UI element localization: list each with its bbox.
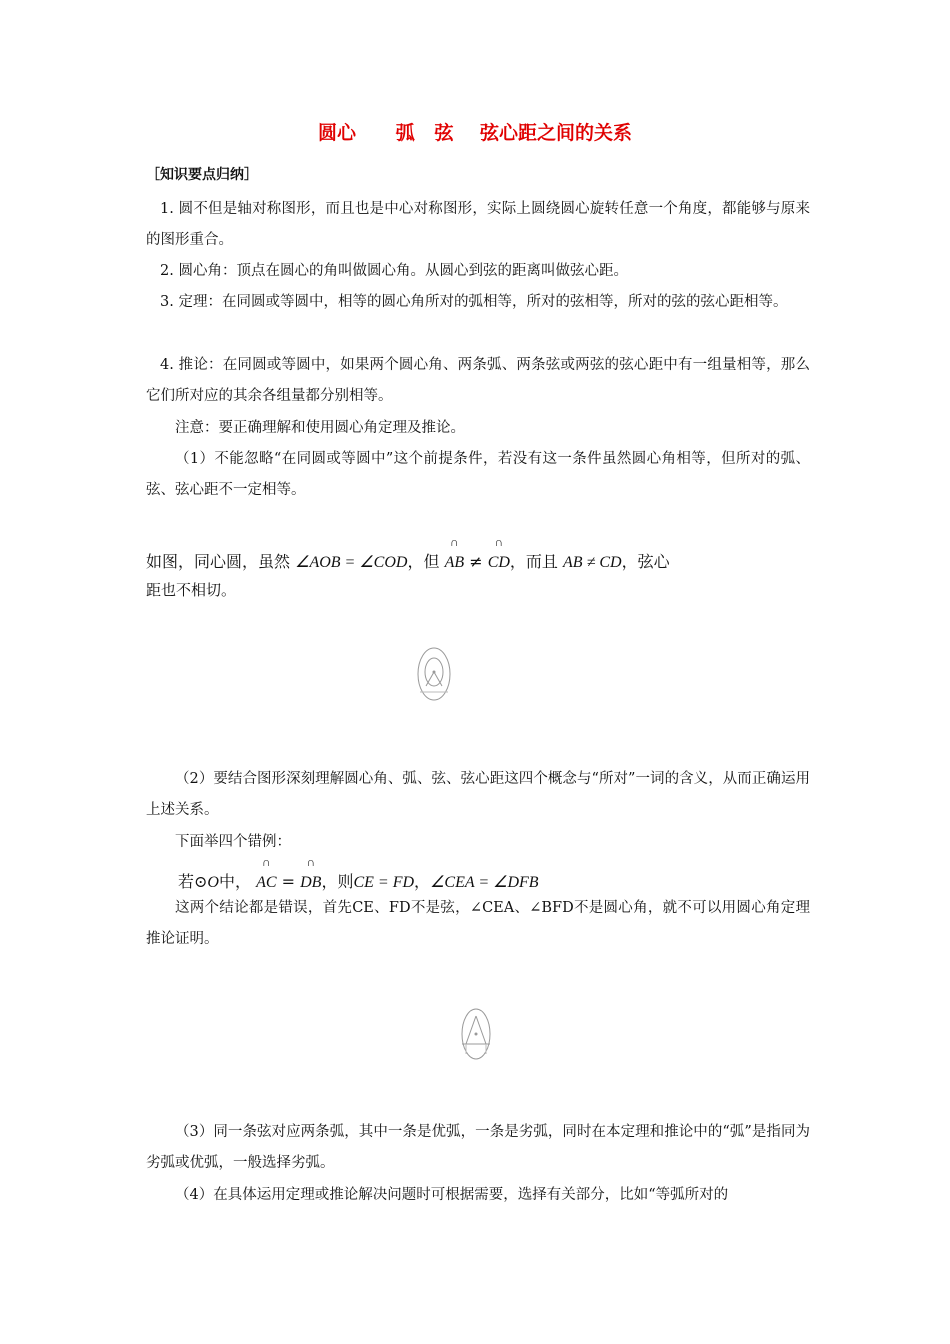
example-2-comma: ， xyxy=(414,872,431,891)
example-1 xyxy=(146,548,810,577)
example-2-then: ，则 xyxy=(321,872,354,891)
section-heading: ［知识要点归纳］ xyxy=(146,167,258,183)
point-3: 3. 定理：在同圆或等圆中，相等的圆心角所对的弧相等，所对的弦相等，所对的弦的弦心距相等。 xyxy=(160,294,788,310)
example-1-and: ，而且 xyxy=(509,552,564,571)
point-4: 4. 推论：在同圆或等圆中，如果两个圆心角、两条弧、两条弦或两弦的弦心距中有一组量相等，那么它们所对应的其余各组量都分别相等。 xyxy=(146,357,810,404)
arc-db: ∩ DB xyxy=(300,869,321,897)
point-1: 1. 圆不但是轴对称图形，而且也是中心对称图形，实际上圆绕圆心旋转任意一个角度，都能够与原来的图形重合。 xyxy=(146,201,810,248)
arc-ab: ∩ AB xyxy=(445,549,465,577)
example-2-mid: 中， xyxy=(218,872,251,891)
note-1: （1）不能忽略“在同圆或等圆中”这个前提条件，若没有这一条件虽然圆心角相等，但所对的弧、弦、弦心距不一定相等。 xyxy=(146,451,810,498)
four-errors-intro: 下面举四个错例： xyxy=(175,834,291,850)
example-1-line2: 距也不相切。 xyxy=(146,581,237,599)
example-2-prefix: 若⊙ xyxy=(178,872,208,891)
neq-sign: ≠ xyxy=(464,552,488,571)
note-intro: 注意：要正确理解和使用圆心角定理及推论。 xyxy=(175,420,465,436)
page-title: 圆心 弧 弦 弦心距之间的关系 xyxy=(318,122,632,144)
relation-1: CE = FD xyxy=(353,874,415,891)
note-3: （3）同一条弦对应两条弧，其中一条是优弧，一条是劣弧，同时在本定理和推论中的“弧”是指同为劣弧或优弧，一般选择劣弧。 xyxy=(146,1124,810,1171)
arc-ac: ∩ AC xyxy=(256,869,276,897)
circle-o: O xyxy=(207,874,219,891)
arc-cd: ∩ CD xyxy=(488,549,510,577)
example-1-suffix: ，弦心 xyxy=(621,552,670,571)
note-4: （4）在具体运用定理或推论解决问题时可根据需要，选择有关部分，比如“等弧所对的 xyxy=(175,1187,729,1203)
example-1-chords: AB ≠ CD xyxy=(563,554,622,571)
example-1-but: ，但 xyxy=(407,552,445,571)
circle-chords-figure xyxy=(458,1004,494,1068)
explanation: 这两个结论都是错误，首先CE、FD不是弦，∠CEA、∠BFD不是圆心角，就不可以用圆心角定理推论证明。 xyxy=(146,900,810,947)
concentric-circles-figure xyxy=(414,642,454,706)
example-1-angles: ∠AOB = ∠COD xyxy=(295,554,408,571)
eq-sign: = xyxy=(276,872,301,891)
example-1-prefix: 如图，同心圆，虽然 xyxy=(146,552,296,571)
note-2: （2）要结合图形深刻理解圆心角、弧、弦、弦心距这四个概念与“所对”一词的含义，从而正确运用上述关系。 xyxy=(146,771,810,818)
relation-2: ∠CEA = ∠DFB xyxy=(430,874,539,891)
point-2: 2. 圆心角：顶点在圆心的角叫做圆心角。从圆心到弦的距离叫做弦心距。 xyxy=(160,263,628,279)
